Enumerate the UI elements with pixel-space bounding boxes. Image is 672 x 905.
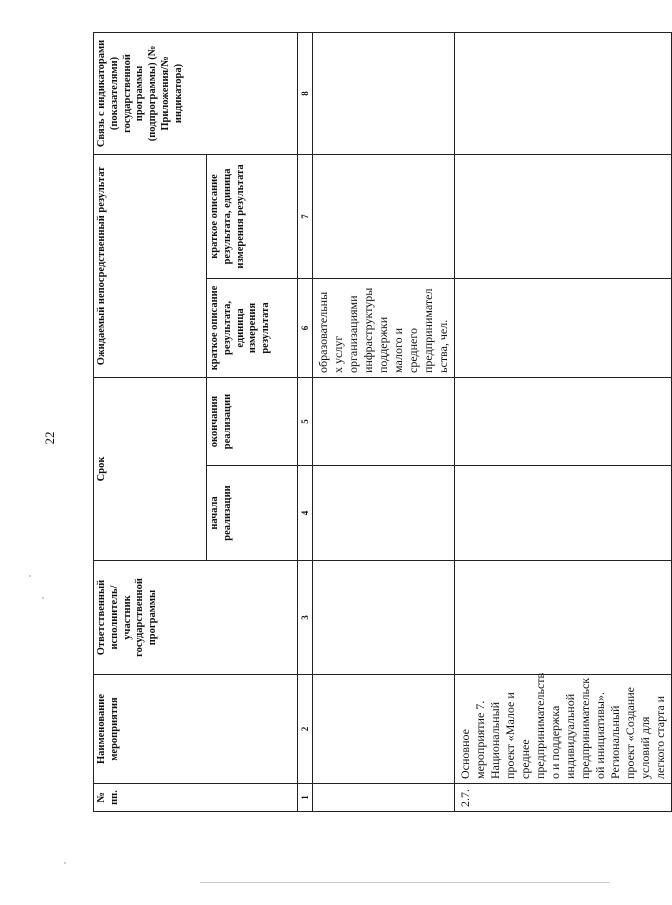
row2-result-b xyxy=(455,154,672,278)
row1-start xyxy=(313,466,455,561)
page-number: 22 xyxy=(42,431,57,445)
row2-result-a xyxy=(455,278,672,377)
table-row xyxy=(313,32,455,811)
row2-executor xyxy=(455,561,672,675)
col-num-7: 7 xyxy=(298,154,313,278)
header-result: Ожидаемый непосредственный результат xyxy=(94,154,207,377)
col-num-3: 3 xyxy=(298,561,313,675)
col-num-6: 6 xyxy=(298,278,313,377)
row1-link xyxy=(313,32,455,154)
row1-end xyxy=(313,377,455,465)
col-num-8: 8 xyxy=(298,32,313,154)
row2-link xyxy=(455,32,672,154)
row1-result-b xyxy=(313,154,455,278)
row2-start xyxy=(455,466,672,561)
row1-result-a: образовательны х услуг организациями инфраструктуры поддержки малого и среднего предпринимател ьства, чел. xyxy=(313,278,455,377)
row2-num: 2.7. xyxy=(455,784,672,812)
scan-speck xyxy=(64,862,66,864)
row1-name xyxy=(313,675,455,784)
row2-name: Основное мероприятие 7. Национальный проект «Малое и среднее предпринимательств о и поддержка индивидуальной предпринимательск ой инициативы». Региональный проект «Создание условий для легкого старта и xyxy=(455,675,672,784)
row2-end xyxy=(455,377,672,465)
header-row-1 xyxy=(94,32,207,811)
header-term-start: начала реализации xyxy=(207,466,298,561)
header-term: Срок xyxy=(94,377,207,560)
scan-speck xyxy=(42,597,44,599)
row1-executor xyxy=(313,561,455,675)
scan-edge-line xyxy=(200,882,610,883)
header-executor: Ответственный исполнитель/участник государственной программы xyxy=(94,561,298,675)
header-term-end: окончания реализации xyxy=(207,377,298,465)
measures-table xyxy=(93,32,672,812)
rotated-table-frame xyxy=(93,33,667,812)
col-num-4: 4 xyxy=(298,466,313,561)
column-number-row xyxy=(298,32,313,811)
scan-speck xyxy=(29,575,31,577)
header-name: Наименование мероприятия xyxy=(94,675,298,784)
rotated-table-wrapper xyxy=(93,33,667,812)
col-num-5: 5 xyxy=(298,377,313,465)
table-row xyxy=(455,32,672,811)
row1-num xyxy=(313,784,455,812)
header-num: № пп. xyxy=(94,784,298,812)
col-num-1: 1 xyxy=(298,784,313,812)
col-num-2: 2 xyxy=(298,675,313,784)
header-result-a: краткое описание результата, единица измерения результата xyxy=(207,278,298,377)
header-result-b: краткое описание результата, единица измерения результата xyxy=(207,154,298,278)
header-link: Связь с индикаторами (показателями) государственной программы (подпрограммы) (№ Приложения/№ индикатора) xyxy=(94,32,298,154)
